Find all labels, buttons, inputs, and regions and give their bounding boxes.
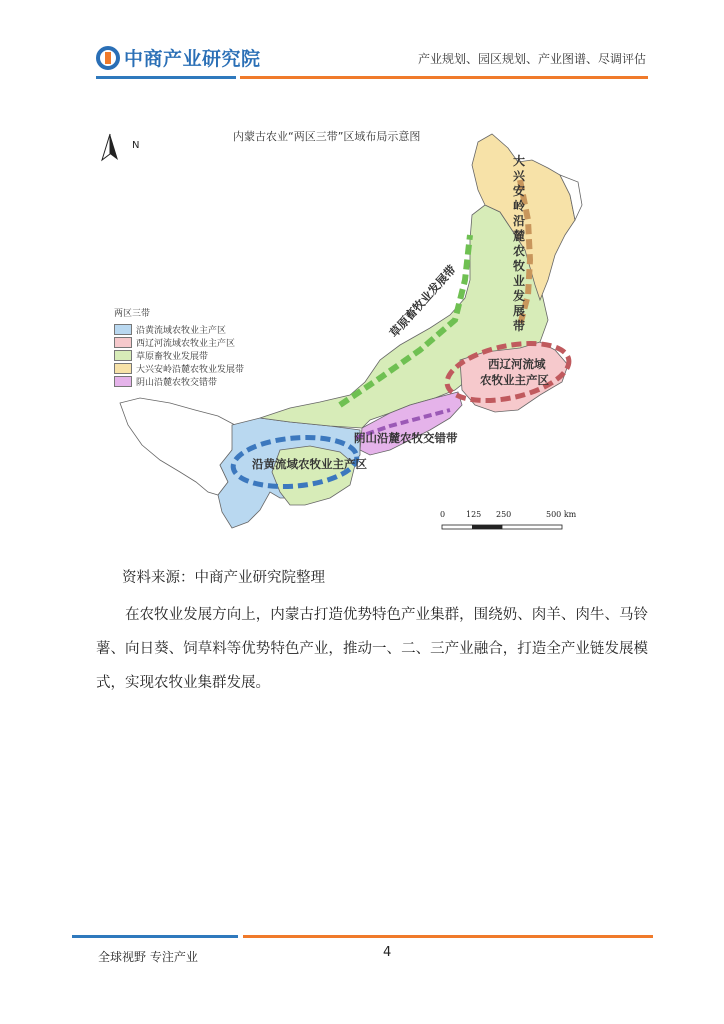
- body-paragraph: 在农牧业发展方向上，内蒙古打造优势特色产业集群，围绕奶、肉羊、肉牛、马铃薯、向日葵、饲草料等优势特色产业，推动一、二、三产业融合，打造全产业链发展模式，实现农牧业集群发展。: [96, 607, 648, 691]
- logo-icon: [96, 46, 120, 70]
- source-line: 资料来源：中商产业研究院整理: [122, 570, 325, 586]
- header-rule-blue: [96, 76, 236, 79]
- xiliaohe-label-line2: 农牧业主产区: [480, 373, 549, 387]
- legend-swatch: [114, 337, 132, 348]
- north-label: N: [132, 140, 140, 151]
- legend-label: 沿黄流域农牧业主产区: [136, 326, 227, 336]
- footer-slogan: 全球视野 专注产业: [98, 950, 198, 964]
- legend-label: 阴山沿麓农牧交错带: [136, 378, 218, 388]
- legend-swatch: [114, 350, 132, 361]
- yinshan-label: 阴山沿麓农牧交错带: [354, 431, 458, 445]
- footer-rule-orange: [243, 935, 653, 938]
- footer-rule-blue: [72, 935, 238, 938]
- legend-swatch: [114, 324, 132, 335]
- scale-tick-0: 0: [440, 510, 446, 519]
- company-logo: [96, 44, 261, 71]
- header-rule-orange: [240, 76, 648, 79]
- legend-item: [114, 323, 244, 336]
- legend-item: [114, 362, 244, 375]
- grassland-label: 草原畜牧业发展带: [386, 262, 459, 341]
- map-figure: [100, 120, 600, 545]
- legend-swatch: [114, 376, 132, 387]
- legend-label: 草原畜牧业发展带: [136, 352, 209, 362]
- legend-label: 大兴安岭沿麓农牧业发展带: [136, 365, 245, 375]
- daxinganling-label: 大兴安岭沿麓农牧业发展带: [512, 154, 525, 333]
- xiliaohe-label-line1: 西辽河流域: [488, 357, 546, 371]
- legend-item: [114, 336, 244, 349]
- legend-item: [114, 375, 244, 388]
- scale-tick-125: 125: [466, 510, 482, 519]
- legend-item: [114, 349, 244, 362]
- north-arrow-icon: [100, 120, 120, 162]
- legend-label: 西辽河流域农牧业主产区: [136, 339, 236, 349]
- west-region: [120, 398, 235, 495]
- scale-tick-250: 250: [496, 510, 512, 519]
- map-title: 内蒙古农业“两区三带”区域布局示意图: [233, 130, 421, 143]
- page-header: [0, 0, 724, 90]
- header-slogan: 产业规划、园区规划、产业图谱、尽调评估: [417, 52, 646, 66]
- page-number: 4: [383, 945, 392, 960]
- scale-tick-500: 500 km: [546, 510, 577, 519]
- map-legend: [114, 306, 244, 388]
- scale-bar: [440, 510, 580, 540]
- logo-text: 中商产业研究院: [124, 48, 261, 70]
- legend-title: 两区三带: [114, 309, 151, 319]
- legend-swatch: [114, 363, 132, 374]
- yellow-river-label: 沿黄流域农牧业主产区: [252, 457, 367, 471]
